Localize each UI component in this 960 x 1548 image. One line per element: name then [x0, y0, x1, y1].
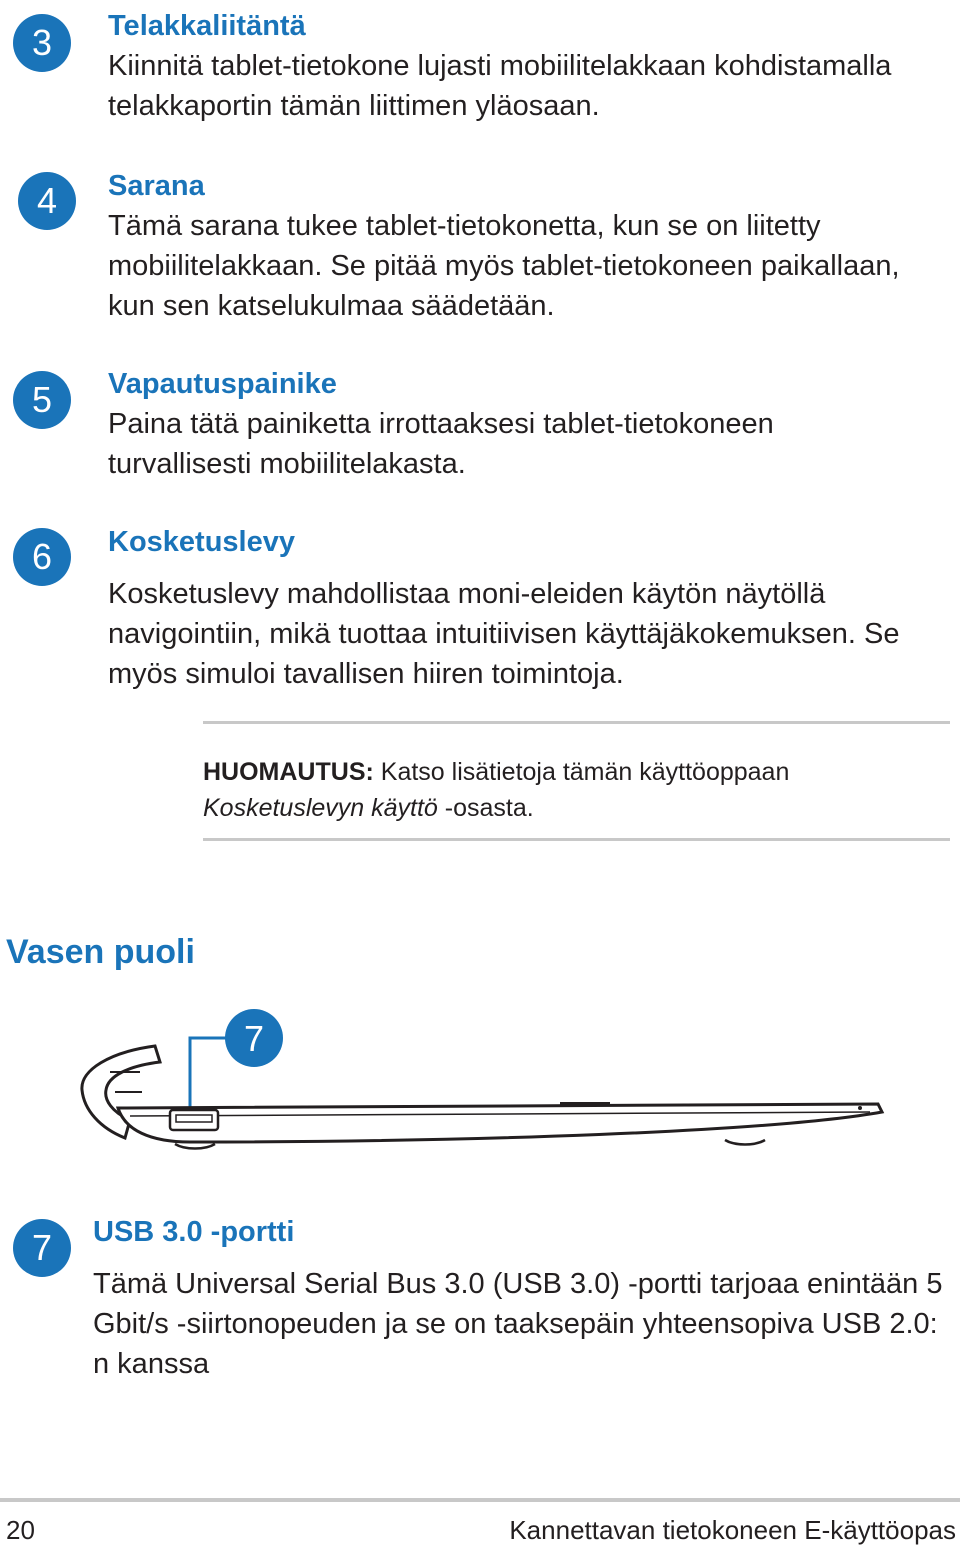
callout-number: 7 [243, 1018, 265, 1059]
number-badge-3: 3 [13, 14, 71, 72]
item-line: mobiilitelakkaan. Se pitää myös tablet-tietokoneen paikallaan, [108, 250, 900, 282]
item-line: Kiinnitä tablet-tietokone lujasti mobiilitelakkaan kohdistamalla [108, 50, 892, 82]
item-title: Sarana [108, 170, 205, 202]
item-docking-port [108, 6, 948, 126]
section-title: Vasen puoli [6, 933, 195, 971]
item-line: kun sen katselukulmaa säädetään. [108, 290, 555, 322]
number-badge-5: 5 [13, 371, 71, 429]
item-line: Gbit/s -siirtonopeuden ja se on taaksepäin yhteensopiva USB 2.0: [93, 1308, 938, 1340]
item-usb-port [93, 1212, 953, 1384]
page-number: 20 [6, 1515, 35, 1545]
note [203, 754, 943, 826]
callout-line [190, 1038, 230, 1112]
device-body [118, 1104, 882, 1142]
note-label: HUOMAUTUS: [203, 758, 374, 786]
number-badge-7: 7 [13, 1219, 71, 1277]
item-line: Kosketuslevy mahdollistaa moni-eleiden käytön näytöllä [108, 578, 826, 610]
item-hinge [108, 166, 948, 326]
item-line: navigointiin, mikä tuottaa intuitiivisen käyttäjäkokemuksen. Se [108, 618, 900, 650]
item-title: Kosketuslevy [108, 526, 295, 558]
item-line: myös simuloi tavallisen hiiren toimintoja. [108, 658, 624, 690]
footer-rule [0, 1498, 960, 1502]
note-top-rule [203, 721, 950, 724]
item-line: Tämä Universal Serial Bus 3.0 (USB 3.0) -portti tarjoaa enintään 5 [93, 1268, 943, 1300]
item-line: turvallisesti mobiilitelakasta. [108, 448, 466, 480]
item-release-button [108, 364, 948, 484]
item-title: USB 3.0 -portti [93, 1216, 295, 1248]
number-badge-4: 4 [18, 172, 76, 230]
footer-title: Kannettavan tietokoneen E-käyttöopas [509, 1515, 956, 1545]
note-suffix: -osasta. [437, 794, 534, 822]
note-bottom-rule [203, 838, 950, 841]
item-line: n kanssa [93, 1348, 210, 1380]
item-title: Vapautuspainike [108, 368, 337, 400]
item-line: telakkaportin tämän liittimen yläosaan. [108, 90, 600, 122]
number-badge-6: 6 [13, 528, 71, 586]
note-italic-link: Kosketuslevyn käyttö [203, 794, 438, 822]
item-line: Paina tätä painiketta irrottaaksesi tablet-tietokoneen [108, 408, 774, 440]
usb-port-shape [170, 1110, 218, 1130]
item-touchpad [108, 522, 948, 694]
item-line: Tämä sarana tukee tablet-tietokonetta, kun se on liitetty [108, 210, 821, 242]
note-text: Katso lisätietoja tämän käyttöoppaan [373, 758, 790, 786]
device-left-side-illustration [70, 1000, 900, 1170]
item-title: Telakkaliitäntä [108, 10, 306, 42]
